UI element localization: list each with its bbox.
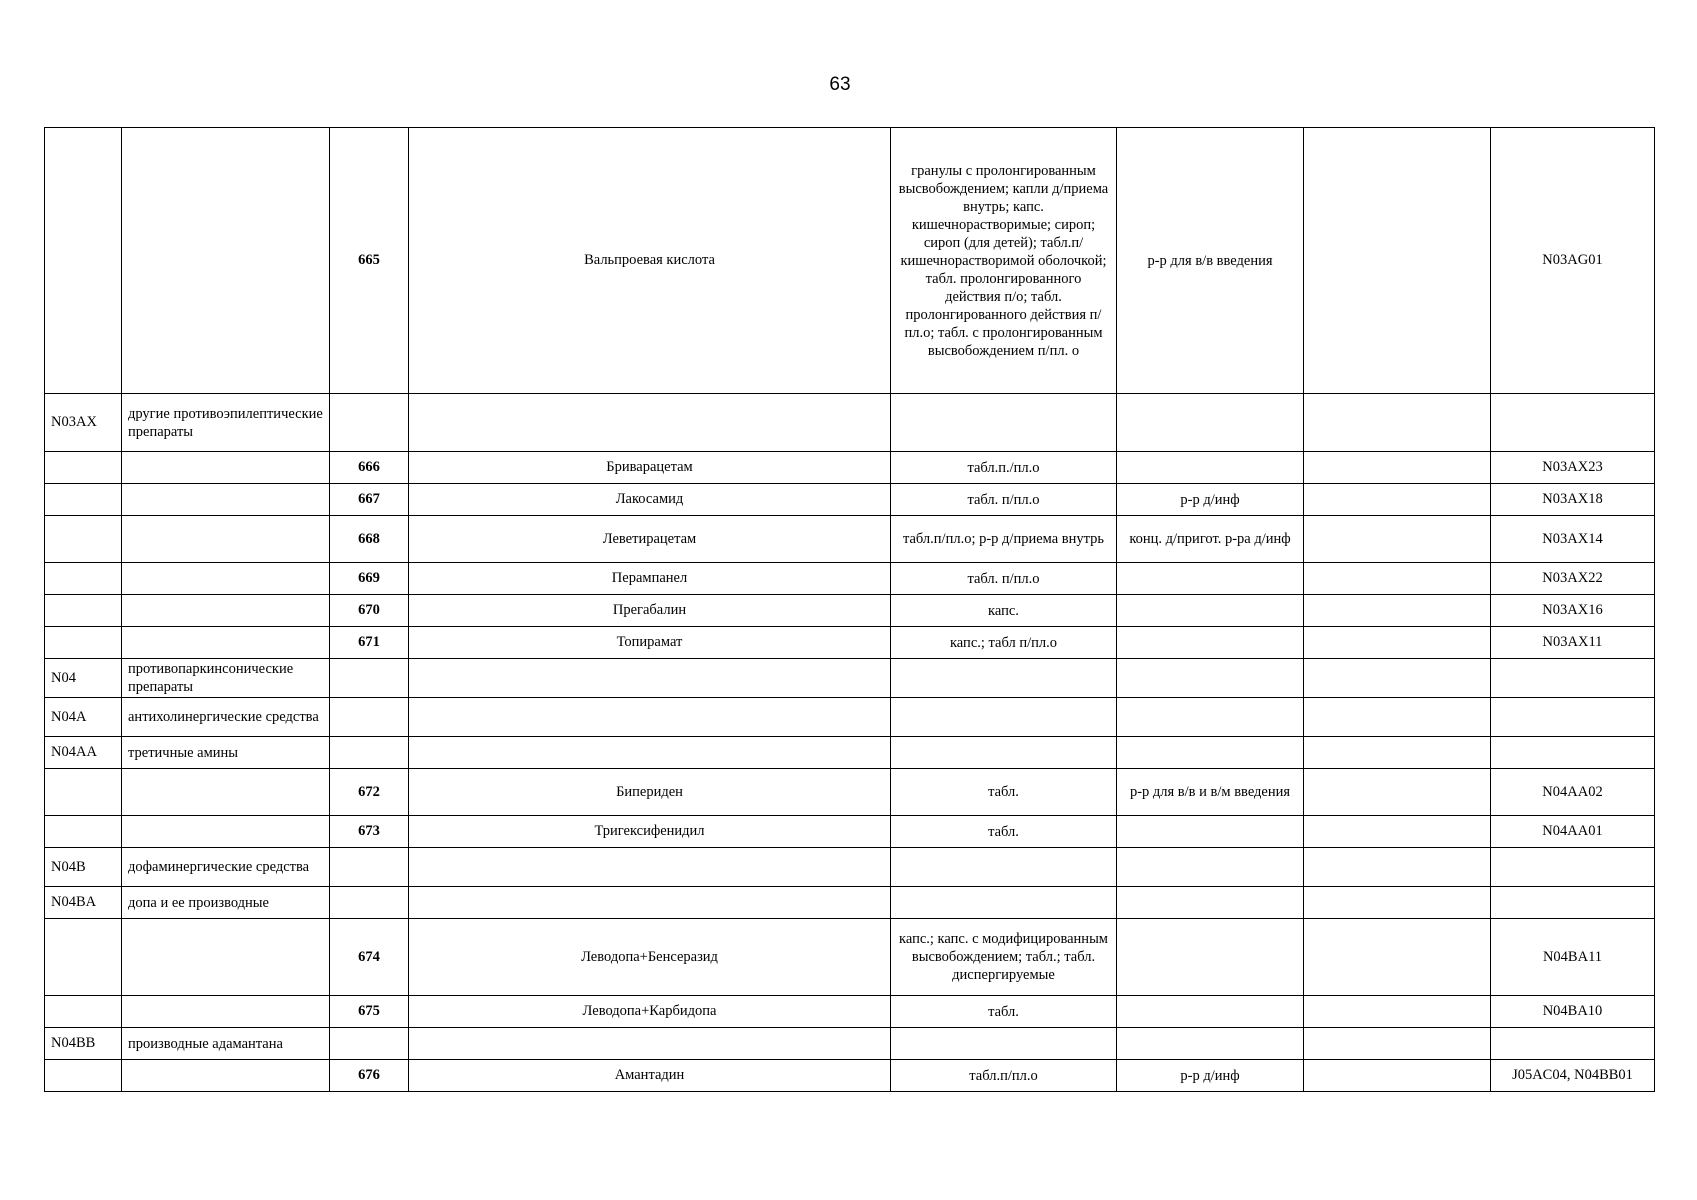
atc-group-name: [122, 563, 330, 595]
atc-group-name: [122, 919, 330, 996]
dosage-form: [891, 887, 1117, 919]
atc-code: N03AG01: [1491, 128, 1655, 394]
dosage-form-alt: р-р д/инф: [1117, 1060, 1304, 1092]
drug-name: [409, 659, 891, 698]
table-row: [45, 128, 1655, 394]
row-number: 672: [330, 769, 409, 816]
dosage-form-alt: [1117, 698, 1304, 737]
table-row: [45, 769, 1655, 816]
drug-name: Вальпроевая кислота: [409, 128, 891, 394]
atc-code: [1491, 394, 1655, 452]
extra-cell: [1304, 737, 1491, 769]
row-number: [330, 659, 409, 698]
drug-name: [409, 698, 891, 737]
extra-cell: [1304, 769, 1491, 816]
atc-group-name: [122, 769, 330, 816]
row-number: [330, 887, 409, 919]
table-row: [45, 737, 1655, 769]
atc-group-name: допа и ее производные: [122, 887, 330, 919]
row-number: [330, 737, 409, 769]
extra-cell: [1304, 698, 1491, 737]
dosage-form-alt: [1117, 996, 1304, 1028]
dosage-form-alt: [1117, 595, 1304, 627]
dosage-form-alt: [1117, 737, 1304, 769]
dosage-form: капс.: [891, 595, 1117, 627]
row-number: 670: [330, 595, 409, 627]
extra-cell: [1304, 887, 1491, 919]
table-row: [45, 516, 1655, 563]
drug-name: [409, 394, 891, 452]
dosage-form: капс.; капс. с модифицированным высвобождением; табл.; табл. диспергируемые: [891, 919, 1117, 996]
row-number: 666: [330, 452, 409, 484]
drug-name: Топирамат: [409, 627, 891, 659]
atc-code: N04BA10: [1491, 996, 1655, 1028]
table-row: [45, 659, 1655, 698]
row-number: 669: [330, 563, 409, 595]
row-number: 676: [330, 1060, 409, 1092]
atc-group-name: противопаркинсонические препараты: [122, 659, 330, 698]
atc-group-code: [45, 516, 122, 563]
atc-group-name: [122, 484, 330, 516]
atc-code: N03AX14: [1491, 516, 1655, 563]
atc-code: N03AX16: [1491, 595, 1655, 627]
atc-group-name: [122, 816, 330, 848]
dosage-form: капс.; табл п/пл.о: [891, 627, 1117, 659]
dosage-form: [891, 1028, 1117, 1060]
extra-cell: [1304, 452, 1491, 484]
atc-group-code: [45, 452, 122, 484]
atc-group-code: [45, 128, 122, 394]
atc-group-code: N04BB: [45, 1028, 122, 1060]
atc-group-name: другие противоэпилептические препараты: [122, 394, 330, 452]
row-number: 668: [330, 516, 409, 563]
drug-name: Леветирацетам: [409, 516, 891, 563]
atc-group-code: [45, 563, 122, 595]
atc-group-name: дофаминергические средства: [122, 848, 330, 887]
drug-name: Прегабалин: [409, 595, 891, 627]
dosage-form-alt: [1117, 1028, 1304, 1060]
dosage-form-alt: [1117, 394, 1304, 452]
dosage-form: гранулы с пролонгированным высвобождением; капли д/приема внутрь; капс. кишечнорастворимые; сироп; сироп (для детей); табл.п/кишечнорастворимой оболочкой; табл. пролонгированного действия п/о; табл. пролонгированного действия п/пл.о; табл. с пролонгированным высвобождением п/пл. о: [891, 128, 1117, 394]
page-number: 63: [829, 74, 851, 95]
atc-group-name: производные адамантана: [122, 1028, 330, 1060]
drug-list-table: [44, 127, 1655, 1092]
table-row: [45, 394, 1655, 452]
drug-name: Амантадин: [409, 1060, 891, 1092]
dosage-form: [891, 698, 1117, 737]
atc-group-name: [122, 516, 330, 563]
atc-group-name: [122, 1060, 330, 1092]
dosage-form: табл.: [891, 769, 1117, 816]
dosage-form: [891, 394, 1117, 452]
table-row: [45, 848, 1655, 887]
table-row: [45, 919, 1655, 996]
row-number: [330, 394, 409, 452]
row-number: 674: [330, 919, 409, 996]
dosage-form-alt: [1117, 919, 1304, 996]
atc-group-code: [45, 919, 122, 996]
atc-group-name: [122, 627, 330, 659]
extra-cell: [1304, 659, 1491, 698]
dosage-form: табл.п/пл.о; р-р д/приема внутрь: [891, 516, 1117, 563]
atc-group-name: антихолинергические средства: [122, 698, 330, 737]
drug-name: [409, 887, 891, 919]
extra-cell: [1304, 996, 1491, 1028]
dosage-form-alt: [1117, 452, 1304, 484]
atc-code: [1491, 737, 1655, 769]
drug-name: Леводопа+Бенсеразид: [409, 919, 891, 996]
extra-cell: [1304, 563, 1491, 595]
extra-cell: [1304, 128, 1491, 394]
extra-cell: [1304, 627, 1491, 659]
atc-group-name: третичные амины: [122, 737, 330, 769]
table-row: [45, 887, 1655, 919]
atc-group-code: [45, 996, 122, 1028]
drug-name: [409, 1028, 891, 1060]
dosage-form: [891, 737, 1117, 769]
row-number: 665: [330, 128, 409, 394]
atc-group-code: [45, 816, 122, 848]
dosage-form-alt: [1117, 659, 1304, 698]
atc-group-code: N04AA: [45, 737, 122, 769]
drug-name: Бриварацетам: [409, 452, 891, 484]
row-number: [330, 698, 409, 737]
drug-name: [409, 737, 891, 769]
atc-code: [1491, 887, 1655, 919]
dosage-form: [891, 659, 1117, 698]
drug-name: Бипериден: [409, 769, 891, 816]
atc-group-name: [122, 996, 330, 1028]
extra-cell: [1304, 816, 1491, 848]
atc-code: N03AX11: [1491, 627, 1655, 659]
row-number: 675: [330, 996, 409, 1028]
atc-group-code: [45, 769, 122, 816]
dosage-form-alt: [1117, 816, 1304, 848]
table-row: [45, 1028, 1655, 1060]
dosage-form-alt: конц. д/пригот. р-ра д/инф: [1117, 516, 1304, 563]
atc-group-code: [45, 484, 122, 516]
atc-group-code: N04BA: [45, 887, 122, 919]
dosage-form-alt: р-р для в/в введения: [1117, 128, 1304, 394]
drug-name: [409, 848, 891, 887]
dosage-form: табл. п/пл.о: [891, 563, 1117, 595]
table-row: [45, 563, 1655, 595]
atc-code: [1491, 698, 1655, 737]
dosage-form-alt: [1117, 627, 1304, 659]
table-row: [45, 595, 1655, 627]
extra-cell: [1304, 1028, 1491, 1060]
dosage-form-alt: р-р для в/в и в/м введения: [1117, 769, 1304, 816]
atc-code: [1491, 848, 1655, 887]
extra-cell: [1304, 394, 1491, 452]
atc-group-code: N03AX: [45, 394, 122, 452]
drug-name: Тригексифенидил: [409, 816, 891, 848]
atc-code: N04BA11: [1491, 919, 1655, 996]
dosage-form-alt: р-р д/инф: [1117, 484, 1304, 516]
atc-code: N03AX23: [1491, 452, 1655, 484]
atc-group-code: N04A: [45, 698, 122, 737]
atc-group-name: [122, 595, 330, 627]
drug-name: Лакосамид: [409, 484, 891, 516]
table-row: [45, 1060, 1655, 1092]
drug-name: Перампанел: [409, 563, 891, 595]
atc-group-code: N04B: [45, 848, 122, 887]
dosage-form: табл.: [891, 996, 1117, 1028]
atc-group-code: [45, 627, 122, 659]
dosage-form: табл.: [891, 816, 1117, 848]
atc-code: N04AA02: [1491, 769, 1655, 816]
row-number: 667: [330, 484, 409, 516]
table-row: [45, 996, 1655, 1028]
atc-code: N03AX18: [1491, 484, 1655, 516]
atc-code: J05AC04, N04BB01: [1491, 1060, 1655, 1092]
atc-group-code: [45, 595, 122, 627]
extra-cell: [1304, 848, 1491, 887]
atc-group-code: N04: [45, 659, 122, 698]
row-number: 673: [330, 816, 409, 848]
atc-code: N03AX22: [1491, 563, 1655, 595]
row-number: [330, 1028, 409, 1060]
atc-group-code: [45, 1060, 122, 1092]
table-row: [45, 484, 1655, 516]
atc-code: [1491, 659, 1655, 698]
table-row: [45, 816, 1655, 848]
dosage-form: [891, 848, 1117, 887]
drug-name: Леводопа+Карбидопа: [409, 996, 891, 1028]
extra-cell: [1304, 919, 1491, 996]
atc-group-name: [122, 128, 330, 394]
table-row: [45, 698, 1655, 737]
dosage-form-alt: [1117, 563, 1304, 595]
dosage-form: табл. п/пл.о: [891, 484, 1117, 516]
atc-group-name: [122, 452, 330, 484]
dosage-form-alt: [1117, 887, 1304, 919]
table-body: [45, 128, 1655, 1092]
dosage-form-alt: [1117, 848, 1304, 887]
table-row: [45, 452, 1655, 484]
extra-cell: [1304, 516, 1491, 563]
dosage-form: табл.п/пл.о: [891, 1060, 1117, 1092]
row-number: 671: [330, 627, 409, 659]
extra-cell: [1304, 484, 1491, 516]
extra-cell: [1304, 1060, 1491, 1092]
table-row: [45, 627, 1655, 659]
atc-code: N04AA01: [1491, 816, 1655, 848]
dosage-form: табл.п./пл.о: [891, 452, 1117, 484]
extra-cell: [1304, 595, 1491, 627]
atc-code: [1491, 1028, 1655, 1060]
row-number: [330, 848, 409, 887]
